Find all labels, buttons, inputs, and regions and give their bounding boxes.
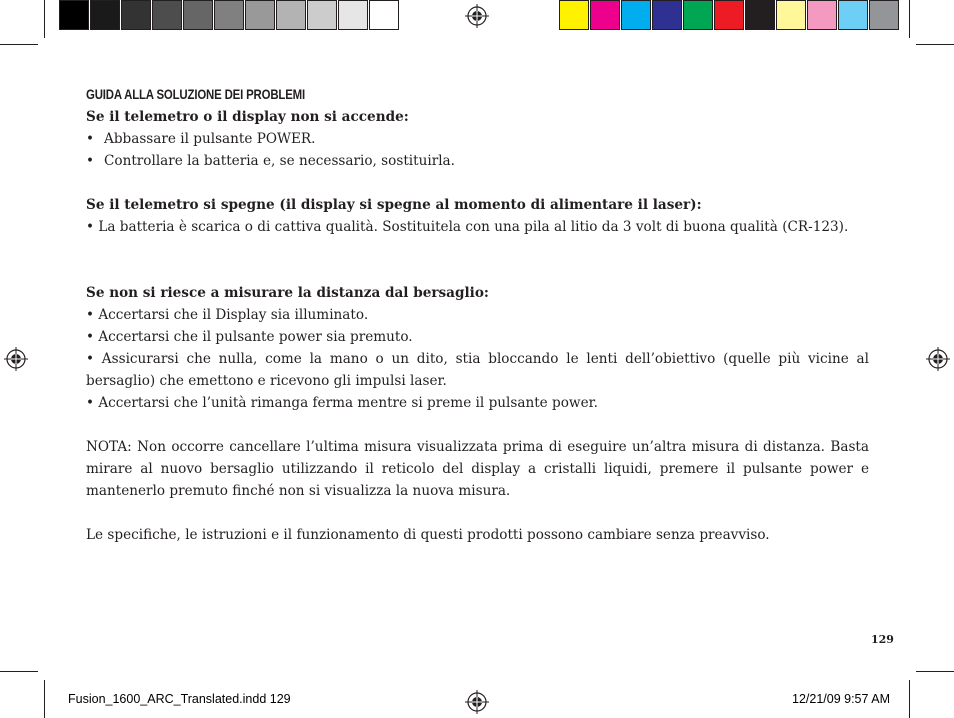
battery-paragraph: • La batteria è scarica o di cattiva qualità. Sostituitela con una pila al litio da 3 volt di buona qualità (CR-123). xyxy=(86,219,849,235)
gray-swatch-7 xyxy=(245,0,275,30)
color-swatch-7 xyxy=(745,0,775,30)
gray-swatch-11 xyxy=(369,0,399,30)
crop-mark-top-left-v xyxy=(44,0,45,38)
crop-mark-bottom-left-h xyxy=(0,671,38,672)
crop-mark-top-left-h xyxy=(0,44,38,45)
list-item: • Controllare la batteria e, se necessario, sostituirla. xyxy=(86,150,869,172)
gray-swatch-2 xyxy=(90,0,120,30)
list-item: • Accertarsi che il Display sia illuminato. xyxy=(86,307,369,323)
color-swatch-1 xyxy=(559,0,589,30)
bullet-list-display-off xyxy=(86,128,869,172)
color-swatch-9 xyxy=(807,0,837,30)
color-swatch-2 xyxy=(590,0,620,30)
color-swatch-8 xyxy=(776,0,806,30)
gray-swatch-4 xyxy=(152,0,182,30)
grayscale-color-bar xyxy=(59,0,400,31)
color-swatch-6 xyxy=(714,0,744,30)
page-content xyxy=(86,84,869,546)
crop-mark-bottom-right-v xyxy=(909,680,910,718)
slug-file-info: Fusion_1600_ARC_Translated.indd 129 xyxy=(68,692,291,706)
registration-mark-top-icon xyxy=(465,4,489,28)
crop-mark-top-right-h xyxy=(916,44,954,45)
page-heading: GUIDA ALLA SOLUZIONE DEI PROBLEMI xyxy=(86,87,306,102)
section-title-no-distance: Se non si riesce a misurare la distanza dal bersaglio: xyxy=(86,285,489,301)
gray-swatch-8 xyxy=(276,0,306,30)
registration-mark-right-icon xyxy=(926,347,950,371)
color-swatch-5 xyxy=(683,0,713,30)
color-swatch-4 xyxy=(652,0,682,30)
section-title-shutdown: Se il telemetro si spegne (il display si spegne al momento di alimentare il laser): xyxy=(86,197,702,213)
slug-timestamp: 12/21/09 9:57 AM xyxy=(792,692,890,706)
list-item: • Accertarsi che il pulsante power sia premuto. xyxy=(86,329,413,345)
registration-mark-left-icon xyxy=(4,347,28,371)
page-number: 129 xyxy=(871,633,894,646)
crop-mark-bottom-left-v xyxy=(44,680,45,718)
color-swatch-11 xyxy=(869,0,899,30)
gray-swatch-3 xyxy=(121,0,151,30)
gray-swatch-6 xyxy=(214,0,244,30)
gray-swatch-1 xyxy=(59,0,89,30)
color-swatch-10 xyxy=(838,0,868,30)
registration-mark-bottom-icon xyxy=(465,690,489,714)
crop-mark-bottom-right-h xyxy=(916,671,954,672)
crop-mark-top-right-v xyxy=(909,0,910,38)
gray-swatch-9 xyxy=(307,0,337,30)
disclaimer-paragraph: Le specifiche, le istruzioni e il funzionamento di questi prodotti possono cambiare senza preavviso. xyxy=(86,527,770,543)
gray-swatch-10 xyxy=(338,0,368,30)
gray-swatch-5 xyxy=(183,0,213,30)
list-item: • Abbassare il pulsante POWER. xyxy=(86,128,869,150)
color-swatch-3 xyxy=(621,0,651,30)
section-title-display-off: Se il telemetro o il display non si accende: xyxy=(86,109,409,125)
note-paragraph: NOTA: Non occorre cancellare l’ultima misura visualizzata prima di eseguire un’altra misura di distanza. Basta mirare al nuovo bersaglio utilizzando il reticolo del display a cristalli liquidi, premere il pulsante power e mantenerlo premuto finché non si visualizza la nuova misura. xyxy=(86,439,869,499)
process-color-bar xyxy=(559,0,900,31)
list-item: • Assicurarsi che nulla, come la mano o un dito, stia bloccando le lenti dell’obiettivo (quelle più vicine al bersaglio) che emettono e ricevono gli impulsi laser. xyxy=(86,351,869,389)
list-item: • Accertarsi che l’unità rimanga ferma mentre si preme il pulsante power. xyxy=(86,395,598,411)
